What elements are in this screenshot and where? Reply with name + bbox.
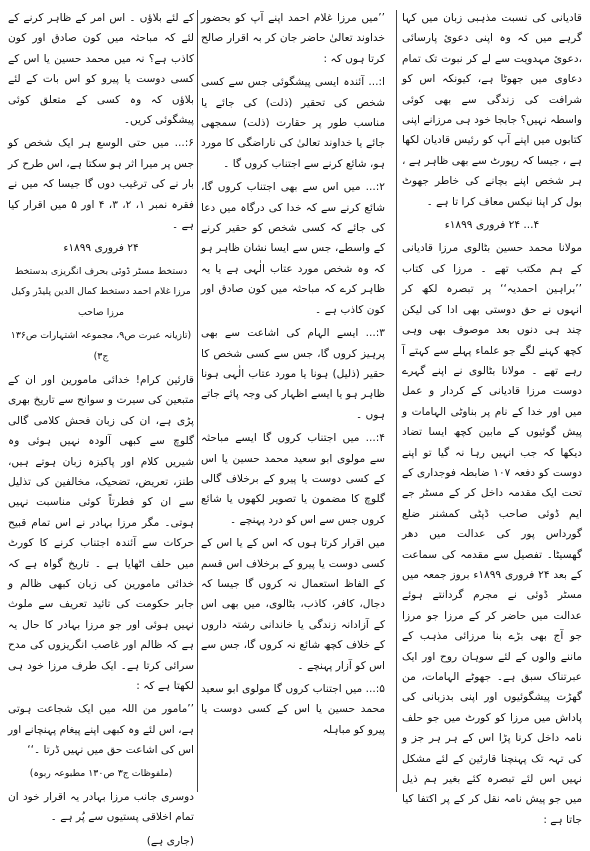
quote: ’’مامور من اللہ میں ایک شجاعت ہوتی ہے، اس لئے وہ کبھی اپنے پیغام پہنچانے اور اس کی اشاعت حق میں نہیں ڈرتا ۔‘‘: [8, 703, 194, 757]
clause-5: ۵:... میں اجتناب کروں گا مولوی ابو سعید محمد حسین یا اس کے کسی دوست یا پیرو کو مباہلہ: [201, 683, 385, 736]
column-divider: [197, 10, 198, 792]
clause-3: ۳:... ایسے الہام کی اشاعت سے بھی پرہیز کروں گا، جس سے کسی شخص کا حقیر (ذلیل) ہونا یا مورد عتاب الٰہی ہونا ظاہر ہو یا ایسے اظہار کی وجہ پائے جاتے ہوں ۔: [201, 327, 385, 421]
clause-1: ا:... آئندہ ایسی پیشگوئی جس سے کسی شخص کی تحقیر (ذلت) کی جائے یا مناسب طور پر حقارت (ذلت) سمجھی جائے یا خداوند تعالیٰ کی ناراضگی کا مورد ہو، شائع کرنے سے اجتناب کروں گا ۔: [201, 76, 385, 170]
column-middle: [201, 8, 385, 798]
paragraph: قارئین کرام! خدائی مامورین اور ان کے متبعین کی سیرت و سوانح سے تاریخ بھری پڑی ہے، ان کی زبان فحش کلامی گالی گلوچ سے کبھی آلودہ نہیں ہوئی وہ شیریں کلام اور پاکیزہ زبان ہوتے ہیں، طنز، تعریض، تضحیک، مخالفین کی تذلیل سے ان کو فطرتاً کوئی مناسبت نہیں ہوتی۔ مگر مرزا بہادر نے اس تمام قبیح حرکات سے آئندہ اجتناب کرنے کا کورٹ میں حلف اٹھایا ہے ۔ تاریخ گواہ ہے کہ خدائی مامورین کی زبان کبھی ظالم و جابر حکومت کی تائید تعریف سے ملوث نہیں ہوئی اور جو مرزا بہادر کا حال یہ ہے کہ ظالم اور غاصب انگریزوں کی مدح سرائی کرتا ہے۔ ایک طرف مرزا خود ہی لکھتا ہے کہ :: [8, 373, 194, 692]
reference: (تازیانہ عبرت ص۹، مجموعہ اشتہارات ص۱۳۶ ج۳): [10, 330, 192, 362]
continued-label: (جاری ہے): [146, 834, 194, 847]
paragraph: مولانا محمد حسین بٹالوی مرزا قادیانی کے ہم مکتب تھے ۔ مرزا کی کتاب ’’براہین احمدیہ‘‘ پر تبصرہ لکھ کر انہوں نے حق دوستی بھی ادا کی لیکن چند ہی دنوں بعد موصوف بھی وہی کچھ کہنے لگے جو علماء پہلے سے کہتے آ رہے تھے ۔ مولانا بٹالوی نے اپنے گہرے دوست مرزا قادیانی کے کردار و عمل میں اور خدا کے نام پر بناوٹی الہامات و پیش گوئیوں کے مابین کچھ ایسا تضاد دیکھا کہ جب انہیں رہا نہ گیا تو اپنے دوست کو دفعہ ۱۰۷ ضابطہ فوجداری کے تحت ایک مقدمہ داخل کر کے مسٹر جے ایم ڈوئی صاحب ڈپٹی کمشنر ضلع گورداس پور کی عدالت میں دھر گھسیٹا۔ تفصیل سے مقدمہ کی سماعت کے بعد ۲۴ فروری ۱۸۹۹ء بروز جمعہ میں مسٹر ڈوئی نے مجرم گردانتے ہوئے عدالت میں حاضر کر کے مرزا جو مرزا جو آج بھی بڑے بنا مرزائی مذہب کے ماننے والوں کے لئے سوہان روح اور ایک عبرتناک سبق ہے۔ جھوٹے الہامات، من گھڑت پیشگوئیوں اور اپنی بدزبانی کی پاداش میں مرزا کو کورٹ میں جو حلف نامہ داخل کرنا پڑا اس کے ہر ہر جز و کی تہہ تک پہنچنا قارئین کے لئے مشکل نہیں اس لئے تبصرہ کئے بغیر ہم ذیل میں جو پیش نامہ نقل کر کے پر اکتفا کیا جاتا ہے :: [402, 242, 582, 826]
column-left: [8, 8, 194, 847]
clause-6: ۶:... میں حتی الوسع ہر ایک شخص کو جس پر میرا اثر ہو سکتا ہے، اس طرح کر بار نے کی ترغیب دوں گا جیسا کہ میں نے فقرہ نمبر ۱، ۲، ۳، ۴ اور ۵ میں اقرار کیا ہے ۔: [8, 137, 194, 232]
paragraph: دوسری جانب مرزا بہادر یہ اقرار خود ان تمام اخلاقی پستیوں سے پُر ہے ۔: [8, 791, 194, 824]
reference: (ملفوظات ج۳ ص۱۳۰ مطبوعہ ربوہ): [29, 767, 173, 779]
section-heading: ۴... ۲۴ فروری ۱۸۹۹ء: [444, 219, 540, 232]
paragraph: قادیانی کی نسبت مذہبی زبان میں کہا گرہے میں کہ وہ اپنی دعوئ پارسائی ،دعوئ مہدویت سے لے کر نبوت تک تمام دعاوی میں جھوٹا ہے، کیونکہ اس کو شرافت کی زندگی سے بھی کوئی واسطہ نہیں؟ جابجا خود ہی مرزانے اپنی کتابوں میں اپنے آپ کو رئیس قادیان لکھا ہے ، جیسا کہ رپورٹ سے بھی ظاہر ہے ، ہر شخص اپنے بچانے کی خاطر جھوٹ بول کر اپنا نیکس معاف کرا تا ہے ۔: [402, 12, 582, 208]
date-heading: ۲۴ فروری ۱۸۹۹ء: [63, 242, 139, 255]
clause-4: ۴:... میں اجتناب کروں گا ایسے مباحثہ سے مولوی ابو سعید محمد حسین یا اس کے کسی دوست یا پیرو کے برخلاف گالی گلوچ کا مضمون یا تصویر لکھوں یا شائع کروں جس سے اس کو درد پہنچے ۔: [201, 432, 385, 526]
signatures: دستخط مسٹر ڈوئی بحرف انگریزی بدستخط مرزا غلام احمد دستخط کمال الدین پلیڈر وکیل مرزا صاحب: [11, 265, 191, 318]
paragraph: کے لئے بلاؤں ۔ اس امر کے ظاہر کرنے کے لئے کہ مباحثہ میں کون صادق اور کون کاذب ہے؟ نہ میں محمد حسین یا اس کے کسی دوست یا پیرو کو اس بات کے لئے بلاؤں کہ وہ کسی کے متعلق کوئی پیشگوئی کریں۔: [8, 12, 194, 127]
paragraph: ’’میں مرزا غلام احمد اپنے آپ کو بحضور خداوند تعالیٰ حاضر جان کر بہ اقرار صالح کرتا ہوں کہ :: [201, 12, 385, 65]
clause-2: ۲:... میں اس سے بھی اجتناب کروں گا، شائع کرنے سے کہ خدا کی درگاہ میں دعا کی جائے کہ کسی شخص کو حقیر کرنے کے واسطے، جس سے ایسا نشان ظاہر ہو کہ وہ شخص مورد عتاب الٰہی ہے یا یہ ظاہر کرے کہ مباحثہ میں کون صادق اور کون کاذب ہے ۔: [201, 181, 385, 316]
column-divider: [396, 10, 397, 792]
column-right: [402, 8, 582, 826]
paragraph: میں اقرار کرتا ہوں کہ اس کے یا اس کے کسی دوست یا پیرو کے برخلاف اس قسم کے الفاظ استعمال نہ کروں گا جیسا کہ دجال، کافر، کاذب، بٹالوی، میں بھی اس کے آزادانہ زندگی یا خاندانی رشتہ داروں کے خلاف کچھ شائع نہ کروں گا، جس سے اس کو آزار پہنچے ۔: [201, 537, 385, 672]
